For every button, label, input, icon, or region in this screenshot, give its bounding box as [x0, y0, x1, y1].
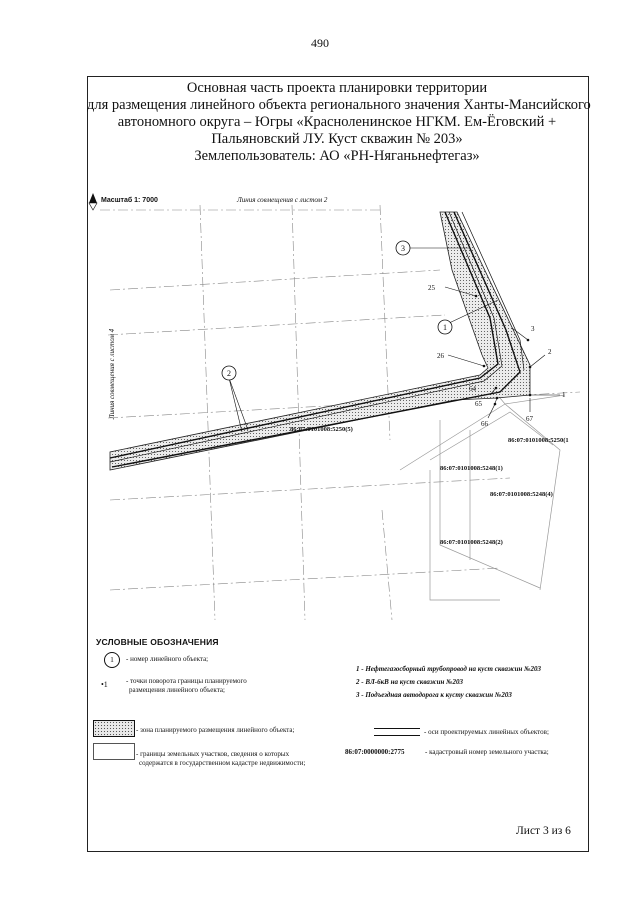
page-number: 490 [311, 36, 329, 50]
cadastral-label: 86:07:0101008:5250(5) [290, 426, 353, 433]
legend-object-3: 3 - Подъездная автодорога к кусту скважин №203 [356, 691, 512, 699]
legend-axis-symbol [374, 728, 420, 736]
legend-cadastral-example: 86:07:0000000:2775 [345, 748, 405, 756]
title-line: Землепользователь: АО «РН-Няганьнефтегаз» [194, 148, 480, 164]
title-line: Пальяновский ЛУ. Куст скважин № 203» [211, 131, 463, 147]
point-label: 2 [548, 348, 552, 356]
cadastral-label: 86:07:0101008:5248(2) [440, 539, 503, 546]
point-label: 66 [481, 420, 488, 428]
legend-cadastral-desc: - кадастровый номер земельного участка; [425, 748, 549, 756]
legend-parcel-desc-cont: содержатся в государственном кадастре недвижимости; [139, 759, 306, 767]
object-marker-3: 3 [401, 244, 405, 253]
point-label: 26 [437, 352, 444, 360]
match-line-top: Линия совмещения с листом 2 [237, 196, 328, 204]
cadastral-label: 86:07:0101008:5248(1) [440, 465, 503, 472]
match-line-left: Линия совмещения с листом 4 [108, 328, 117, 420]
legend-zone-symbol [93, 720, 135, 737]
point-label: 25 [428, 284, 435, 292]
legend-parcel-desc: - границы земельных участков, сведения о которых [136, 750, 290, 758]
legend-dot-desc: - точки поворота границы планируемого [126, 677, 247, 685]
cadastral-label: 86:07:0101008:5248(4) [490, 491, 553, 498]
point-label: 65 [475, 400, 482, 408]
object-marker-1: 1 [443, 323, 447, 332]
legend-object-2: 2 - ВЛ-6кВ на куст скважин №203 [356, 678, 464, 686]
legend-zone-desc: - зона планируемого размещения линейного объекта; [136, 726, 295, 734]
title-line: для размещения линейного объекта регионального значения Ханты-Мансийского [87, 97, 591, 113]
object-marker-2: 2 [227, 369, 231, 378]
cadastral-label: 86:07:0101008:5250(1 [508, 437, 569, 444]
legend-axis-desc: - оси проектируемых линейных объектов; [424, 728, 549, 736]
point-label: 3 [531, 325, 535, 333]
point-label: 64 [469, 385, 476, 393]
point-label: 67 [526, 415, 533, 423]
legend-object-1: 1 - Нефтегазосборный трубопровод на куст скважин №203 [356, 665, 542, 673]
scale-label: Масштаб 1: 7000 [101, 197, 158, 204]
legend-parcel-symbol [93, 743, 135, 760]
legend-circle-desc: - номер линейного объекта; [126, 655, 209, 663]
legend-dot-symbol: •1 [101, 680, 108, 689]
sheet-number: Лист 3 из 6 [516, 825, 571, 837]
legend-heading: УСЛОВНЫЕ ОБОЗНАЧЕНИЯ [96, 637, 219, 647]
title-line: Основная часть проекта планировки территории [186, 80, 488, 96]
legend-dot-desc-cont: размещения линейного объекта; [129, 686, 225, 694]
legend-circle-symbol: 1 [104, 652, 120, 668]
title-line: автономного округа – Югры «Красноленинское НГКМ. Ем-Ёговский + [117, 114, 557, 130]
point-label: 1 [562, 391, 566, 399]
